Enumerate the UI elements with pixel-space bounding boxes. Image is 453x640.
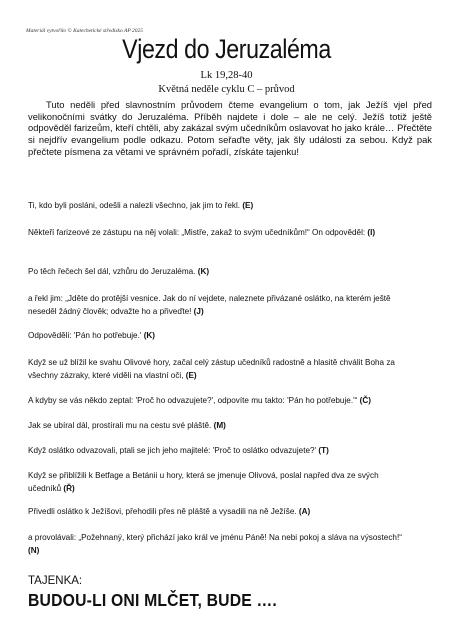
sentence-letter: (I)	[367, 227, 376, 237]
tajenka-answer: BUDOU-LI ONI MLČET, BUDE ….	[28, 590, 277, 610]
sentence-item	[28, 469, 414, 495]
sentence-item	[28, 419, 414, 432]
sentence-text: Po těch řečech šel dál, vzhůru do Jeruzaléma.	[28, 266, 196, 276]
sentence-text: Přivedli oslátko k Ježíšovi, přehodili přes ně pláště a vysadili na ně Ježíše.	[28, 506, 297, 516]
tajenka-label: TAJENKA:	[28, 575, 83, 587]
sentence-letter: (M)	[213, 420, 226, 430]
sentence-text: Jak se ubíral dál, prostírali mu na cestu své pláště.	[28, 420, 212, 430]
sentence-letter: (K)	[143, 330, 156, 340]
sentence-text: Když oslátko odvazovali, ptali se jich jeho majitelé: 'Proč to oslátko odvazujete?'	[28, 445, 317, 455]
sentence-item	[28, 292, 414, 318]
sentence-text: Ti, kdo byli posláni, odešli a nalezli všechno, jak jim to řekl.	[28, 200, 241, 210]
sentence-text: A kdyby se vás někdo zeptal: 'Proč ho odvazujete?', odpovíte mu takto: 'Pán ho potřebuje.'“	[28, 395, 358, 405]
sentence-item	[28, 265, 414, 278]
page-subtitle: Květná neděle cyklu C – průvod	[158, 84, 295, 95]
bible-reference: Lk 19,28-40	[200, 70, 253, 81]
sentence-letter: (J)	[193, 306, 204, 317]
sentence-letter: (N)	[28, 545, 40, 556]
sentence-letter: (A)	[298, 506, 311, 516]
sentence-item	[28, 199, 414, 212]
sentence-text: Když se už blížil ke svahu Olivové hory, začal celý zástup učedníků radostně a hlasitě chválit Boha za všechny zázraky, které viděli na vlastní oči,	[28, 357, 395, 381]
sentence-letter: (T)	[318, 445, 329, 455]
sentence-item	[28, 505, 414, 518]
sentence-item	[28, 329, 414, 342]
copyright-note: Materiál vytvořilo © Katechetické středisko AP 2025	[26, 28, 144, 34]
sentence-letter: (E)	[185, 370, 197, 381]
sentence-text: Někteří farizeové ze zástupu na něj volali: „Mistře, zakaž to svým učedníkům!“ On odpověděl:	[28, 227, 366, 237]
sentence-letter: (Č)	[359, 395, 371, 405]
sentence-item	[28, 444, 414, 457]
sentence-item	[28, 226, 414, 239]
sentence-text: a provolávali: „Požehnaný, který přichází jako král ve jménu Páně! Na nebi pokoj a sláva na výsostech!“	[28, 532, 402, 542]
sentence-text: a řekl jim: „Jděte do protější vesnice. Jak do ní vejdete, naleznete přivázané oslátko, na kterém ještě neseděl žádný člověk; odvažte ho a přiveďte!	[28, 293, 391, 317]
sentence-letter: (Ř)	[63, 483, 75, 494]
sentence-item	[28, 531, 414, 557]
sentence-text: Odpověděli: 'Pán ho potřebuje.'	[28, 330, 142, 340]
page-title: Vjezd do Jeruzaléma	[122, 34, 331, 64]
intro-paragraph: Tuto neděli před slavnostním průvodem čteme evangelium o tom, jak Ježíš vjel před velikonočními svátky do Jeruzaléma. Příběh najdete i dole – ale ne celý. Ježíš totiž ještě odpověděl farizeům, kteří chtěli, aby zakázal svým učedníkům oslavovat ho jako krále… Přečtěte si nejdřív evangelium podle odkazu. Potom seřaďte věty, jak šly události za sebou. Když pak přečtete písmena za větami ve správném pořadí, získáte tajenku!	[28, 99, 432, 157]
sentence-item	[28, 356, 414, 382]
sentence-letter: (K)	[197, 266, 210, 276]
sentence-letter: (E)	[242, 200, 254, 210]
sentence-item	[28, 394, 414, 407]
sentence-text: Když se přiblížili k Betfage a Betánii u hory, která se jmenuje Olivová, poslal napřed dva ze svých učedníků	[28, 470, 379, 494]
